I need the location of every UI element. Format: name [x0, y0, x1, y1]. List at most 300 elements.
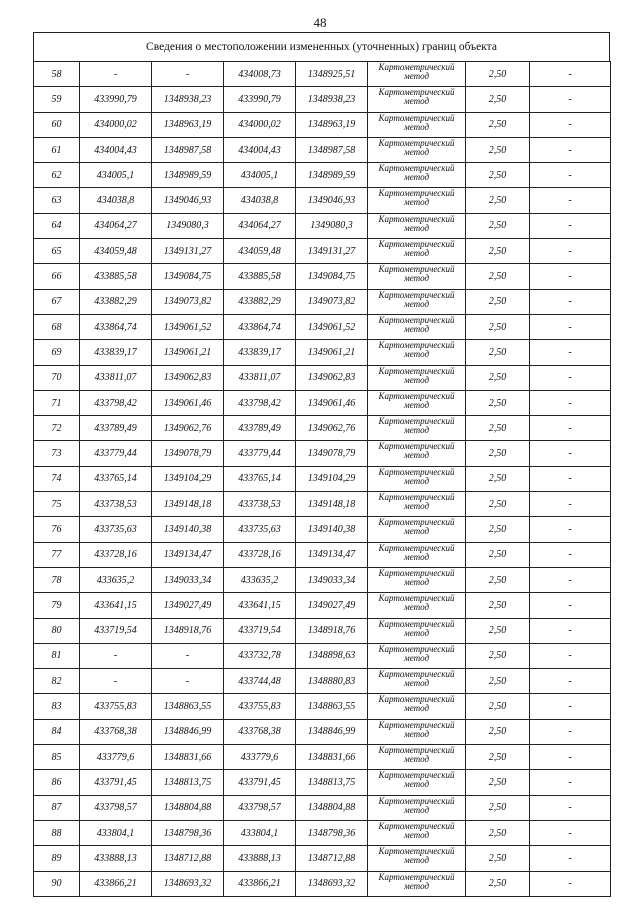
existing-x-cell: - [80, 62, 152, 87]
table-row [34, 719, 611, 744]
point-number-cell: 79 [34, 593, 80, 618]
note-cell: - [530, 542, 611, 567]
method-cell: Картометрический метод [368, 188, 466, 213]
new-x-cell: 434064,27 [224, 213, 296, 238]
existing-y-cell: 1348989,59 [152, 163, 224, 188]
accuracy-cell: 2,50 [466, 466, 530, 491]
point-number-cell: 88 [34, 820, 80, 845]
new-x-cell: 433839,17 [224, 340, 296, 365]
method-cell: Картометрический метод [368, 239, 466, 264]
note-cell: - [530, 466, 611, 491]
method-cell: Картометрический метод [368, 289, 466, 314]
new-x-cell: 433804,1 [224, 820, 296, 845]
method-cell: Картометрический метод [368, 365, 466, 390]
new-y-cell: 1348963,19 [296, 112, 368, 137]
table-row [34, 694, 611, 719]
table-title: Сведения о местоположении измененных (уточненных) границ объекта [33, 32, 610, 61]
note-cell: - [530, 314, 611, 339]
table-row [34, 239, 611, 264]
new-y-cell: 1348880,83 [296, 669, 368, 694]
note-cell: - [530, 264, 611, 289]
table-row [34, 441, 611, 466]
accuracy-cell: 2,50 [466, 820, 530, 845]
point-number-cell: 58 [34, 62, 80, 87]
existing-x-cell: 434005,1 [80, 163, 152, 188]
existing-y-cell: 1349061,46 [152, 390, 224, 415]
accuracy-cell: 2,50 [466, 745, 530, 770]
new-y-cell: 1349073,82 [296, 289, 368, 314]
existing-x-cell: 433765,14 [80, 466, 152, 491]
new-y-cell: 1349061,21 [296, 340, 368, 365]
accuracy-cell: 2,50 [466, 694, 530, 719]
note-cell: - [530, 441, 611, 466]
point-number-cell: 75 [34, 492, 80, 517]
note-cell: - [530, 163, 611, 188]
new-x-cell: 433732,78 [224, 643, 296, 668]
existing-x-cell: 434038,8 [80, 188, 152, 213]
note-cell: - [530, 137, 611, 162]
existing-y-cell: 1348712,88 [152, 846, 224, 871]
note-cell: - [530, 239, 611, 264]
point-number-cell: 60 [34, 112, 80, 137]
existing-x-cell: 433864,74 [80, 314, 152, 339]
table-row [34, 62, 611, 87]
existing-y-cell: 1348831,66 [152, 745, 224, 770]
table-row [34, 112, 611, 137]
table-row [34, 137, 611, 162]
existing-x-cell: 433990,79 [80, 87, 152, 112]
table-row [34, 593, 611, 618]
existing-x-cell: 433641,15 [80, 593, 152, 618]
existing-y-cell: - [152, 62, 224, 87]
existing-x-cell: 433768,38 [80, 719, 152, 744]
point-number-cell: 85 [34, 745, 80, 770]
new-x-cell: 433798,42 [224, 390, 296, 415]
note-cell: - [530, 340, 611, 365]
existing-x-cell: 433719,54 [80, 618, 152, 643]
method-cell: Картометрический метод [368, 593, 466, 618]
existing-y-cell: 1348798,36 [152, 820, 224, 845]
accuracy-cell: 2,50 [466, 314, 530, 339]
existing-y-cell: 1348693,32 [152, 871, 224, 896]
point-number-cell: 80 [34, 618, 80, 643]
table-row [34, 87, 611, 112]
accuracy-cell: 2,50 [466, 542, 530, 567]
existing-y-cell: 1348963,19 [152, 112, 224, 137]
method-cell: Картометрический метод [368, 719, 466, 744]
note-cell: - [530, 820, 611, 845]
table-row [34, 542, 611, 567]
existing-y-cell: 1349033,34 [152, 567, 224, 592]
new-y-cell: 1349046,93 [296, 188, 368, 213]
new-x-cell: 433641,15 [224, 593, 296, 618]
new-x-cell: 433779,6 [224, 745, 296, 770]
existing-x-cell: 434004,43 [80, 137, 152, 162]
method-cell: Картометрический метод [368, 567, 466, 592]
existing-y-cell: 1349046,93 [152, 188, 224, 213]
table-row [34, 820, 611, 845]
existing-y-cell: 1349062,83 [152, 365, 224, 390]
accuracy-cell: 2,50 [466, 239, 530, 264]
existing-x-cell: 433888,13 [80, 846, 152, 871]
note-cell: - [530, 694, 611, 719]
existing-y-cell: 1349061,52 [152, 314, 224, 339]
point-number-cell: 71 [34, 390, 80, 415]
accuracy-cell: 2,50 [466, 643, 530, 668]
accuracy-cell: 2,50 [466, 112, 530, 137]
existing-y-cell: 1349131,27 [152, 239, 224, 264]
coordinates-table [33, 61, 611, 897]
page-number: 48 [313, 15, 327, 30]
note-cell: - [530, 669, 611, 694]
new-y-cell: 1348798,36 [296, 820, 368, 845]
existing-y-cell: 1348846,99 [152, 719, 224, 744]
accuracy-cell: 2,50 [466, 492, 530, 517]
note-cell: - [530, 365, 611, 390]
existing-y-cell: 1348813,75 [152, 770, 224, 795]
new-x-cell: 433765,14 [224, 466, 296, 491]
existing-x-cell: 433755,83 [80, 694, 152, 719]
method-cell: Картометрический метод [368, 871, 466, 896]
accuracy-cell: 2,50 [466, 846, 530, 871]
point-number-cell: 73 [34, 441, 80, 466]
note-cell: - [530, 112, 611, 137]
method-cell: Картометрический метод [368, 643, 466, 668]
method-cell: Картометрический метод [368, 770, 466, 795]
new-y-cell: 1348693,32 [296, 871, 368, 896]
accuracy-cell: 2,50 [466, 770, 530, 795]
accuracy-cell: 2,50 [466, 188, 530, 213]
new-y-cell: 1348918,76 [296, 618, 368, 643]
new-x-cell: 433789,49 [224, 416, 296, 441]
note-cell: - [530, 871, 611, 896]
note-cell: - [530, 643, 611, 668]
method-cell: Картометрический метод [368, 846, 466, 871]
note-cell: - [530, 289, 611, 314]
new-y-cell: 1349148,18 [296, 492, 368, 517]
point-number-cell: 63 [34, 188, 80, 213]
new-y-cell: 1348938,23 [296, 87, 368, 112]
existing-x-cell: 433791,45 [80, 770, 152, 795]
table-row [34, 871, 611, 896]
accuracy-cell: 2,50 [466, 163, 530, 188]
new-x-cell: 433791,45 [224, 770, 296, 795]
point-number-cell: 68 [34, 314, 80, 339]
point-number-cell: 81 [34, 643, 80, 668]
table-row [34, 669, 611, 694]
note-cell: - [530, 593, 611, 618]
new-x-cell: 434005,1 [224, 163, 296, 188]
new-x-cell: 433811,07 [224, 365, 296, 390]
new-y-cell: 1348712,88 [296, 846, 368, 871]
accuracy-cell: 2,50 [466, 593, 530, 618]
table-row [34, 340, 611, 365]
table-row [34, 618, 611, 643]
new-x-cell: 433882,29 [224, 289, 296, 314]
table-row [34, 770, 611, 795]
new-y-cell: 1349078,79 [296, 441, 368, 466]
point-number-cell: 66 [34, 264, 80, 289]
method-cell: Картометрический метод [368, 795, 466, 820]
point-number-cell: 61 [34, 137, 80, 162]
existing-y-cell: 1349080,3 [152, 213, 224, 238]
new-x-cell: 434008,73 [224, 62, 296, 87]
point-number-cell: 64 [34, 213, 80, 238]
existing-x-cell: 433738,53 [80, 492, 152, 517]
existing-x-cell: 433839,17 [80, 340, 152, 365]
accuracy-cell: 2,50 [466, 669, 530, 694]
existing-y-cell: 1349062,76 [152, 416, 224, 441]
new-y-cell: 1349027,49 [296, 593, 368, 618]
table-row [34, 163, 611, 188]
new-x-cell: 433735,63 [224, 517, 296, 542]
method-cell: Картометрический метод [368, 264, 466, 289]
new-y-cell: 1349140,38 [296, 517, 368, 542]
table-row [34, 213, 611, 238]
method-cell: Картометрический метод [368, 390, 466, 415]
existing-y-cell: 1348987,58 [152, 137, 224, 162]
point-number-cell: 83 [34, 694, 80, 719]
table-row [34, 314, 611, 339]
existing-x-cell: 434059,48 [80, 239, 152, 264]
existing-y-cell: 1349078,79 [152, 441, 224, 466]
note-cell: - [530, 567, 611, 592]
existing-x-cell: 433811,07 [80, 365, 152, 390]
new-y-cell: 1349061,52 [296, 314, 368, 339]
new-y-cell: 1348898,63 [296, 643, 368, 668]
new-y-cell: 1348987,58 [296, 137, 368, 162]
accuracy-cell: 2,50 [466, 441, 530, 466]
existing-x-cell: 433789,49 [80, 416, 152, 441]
new-x-cell: 433888,13 [224, 846, 296, 871]
point-number-cell: 87 [34, 795, 80, 820]
method-cell: Картометрический метод [368, 87, 466, 112]
existing-x-cell: 433735,63 [80, 517, 152, 542]
existing-y-cell: - [152, 669, 224, 694]
accuracy-cell: 2,50 [466, 213, 530, 238]
new-y-cell: 1349062,83 [296, 365, 368, 390]
table-row [34, 517, 611, 542]
table-body [34, 62, 611, 897]
method-cell: Картометрический метод [368, 542, 466, 567]
existing-y-cell: 1348863,55 [152, 694, 224, 719]
existing-y-cell: 1349148,18 [152, 492, 224, 517]
note-cell: - [530, 846, 611, 871]
new-x-cell: 433779,44 [224, 441, 296, 466]
existing-y-cell: - [152, 643, 224, 668]
new-y-cell: 1348863,55 [296, 694, 368, 719]
note-cell: - [530, 618, 611, 643]
note-cell: - [530, 770, 611, 795]
table-row [34, 846, 611, 871]
new-x-cell: 433864,74 [224, 314, 296, 339]
existing-x-cell: 433798,57 [80, 795, 152, 820]
existing-y-cell: 1349073,82 [152, 289, 224, 314]
new-x-cell: 433744,48 [224, 669, 296, 694]
accuracy-cell: 2,50 [466, 795, 530, 820]
point-number-cell: 89 [34, 846, 80, 871]
existing-x-cell: 434064,27 [80, 213, 152, 238]
new-y-cell: 1349080,3 [296, 213, 368, 238]
existing-y-cell: 1349140,38 [152, 517, 224, 542]
method-cell: Картометрический метод [368, 137, 466, 162]
point-number-cell: 72 [34, 416, 80, 441]
note-cell: - [530, 213, 611, 238]
method-cell: Картометрический метод [368, 112, 466, 137]
method-cell: Картометрический метод [368, 669, 466, 694]
new-x-cell: 433635,2 [224, 567, 296, 592]
existing-x-cell: 433885,58 [80, 264, 152, 289]
accuracy-cell: 2,50 [466, 517, 530, 542]
accuracy-cell: 2,50 [466, 871, 530, 896]
point-number-cell: 78 [34, 567, 80, 592]
existing-y-cell: 1349027,49 [152, 593, 224, 618]
method-cell: Картометрический метод [368, 441, 466, 466]
table-row [34, 390, 611, 415]
existing-y-cell: 1348938,23 [152, 87, 224, 112]
note-cell: - [530, 188, 611, 213]
note-cell: - [530, 416, 611, 441]
method-cell: Картометрический метод [368, 618, 466, 643]
existing-x-cell: 433804,1 [80, 820, 152, 845]
new-y-cell: 1349084,75 [296, 264, 368, 289]
table-row [34, 416, 611, 441]
method-cell: Картометрический метод [368, 466, 466, 491]
point-number-cell: 74 [34, 466, 80, 491]
accuracy-cell: 2,50 [466, 416, 530, 441]
new-x-cell: 433885,58 [224, 264, 296, 289]
accuracy-cell: 2,50 [466, 264, 530, 289]
accuracy-cell: 2,50 [466, 340, 530, 365]
table-row [34, 567, 611, 592]
existing-y-cell: 1348804,88 [152, 795, 224, 820]
method-cell: Картометрический метод [368, 517, 466, 542]
note-cell: - [530, 62, 611, 87]
method-cell: Картометрический метод [368, 340, 466, 365]
existing-y-cell: 1349061,21 [152, 340, 224, 365]
method-cell: Картометрический метод [368, 820, 466, 845]
point-number-cell: 59 [34, 87, 80, 112]
method-cell: Картометрический метод [368, 213, 466, 238]
existing-x-cell: 433728,16 [80, 542, 152, 567]
point-number-cell: 84 [34, 719, 80, 744]
accuracy-cell: 2,50 [466, 137, 530, 162]
note-cell: - [530, 795, 611, 820]
point-number-cell: 67 [34, 289, 80, 314]
existing-y-cell: 1349084,75 [152, 264, 224, 289]
existing-x-cell: 433866,21 [80, 871, 152, 896]
new-y-cell: 1348804,88 [296, 795, 368, 820]
table-row [34, 264, 611, 289]
point-number-cell: 76 [34, 517, 80, 542]
table-row [34, 492, 611, 517]
new-x-cell: 433738,53 [224, 492, 296, 517]
new-y-cell: 1348831,66 [296, 745, 368, 770]
point-number-cell: 90 [34, 871, 80, 896]
accuracy-cell: 2,50 [466, 390, 530, 415]
accuracy-cell: 2,50 [466, 87, 530, 112]
existing-x-cell: - [80, 643, 152, 668]
method-cell: Картометрический метод [368, 163, 466, 188]
table-row [34, 188, 611, 213]
new-y-cell: 1348925,51 [296, 62, 368, 87]
existing-x-cell: 433779,44 [80, 441, 152, 466]
existing-x-cell: - [80, 669, 152, 694]
new-y-cell: 1348813,75 [296, 770, 368, 795]
new-x-cell: 433866,21 [224, 871, 296, 896]
new-x-cell: 433798,57 [224, 795, 296, 820]
existing-x-cell: 434000,02 [80, 112, 152, 137]
table-row [34, 466, 611, 491]
note-cell: - [530, 87, 611, 112]
table-row [34, 289, 611, 314]
table-row [34, 745, 611, 770]
new-x-cell: 433728,16 [224, 542, 296, 567]
new-x-cell: 433990,79 [224, 87, 296, 112]
accuracy-cell: 2,50 [466, 365, 530, 390]
existing-y-cell: 1349104,29 [152, 466, 224, 491]
existing-y-cell: 1348918,76 [152, 618, 224, 643]
new-y-cell: 1349033,34 [296, 567, 368, 592]
note-cell: - [530, 390, 611, 415]
note-cell: - [530, 745, 611, 770]
table-row [34, 643, 611, 668]
method-cell: Картометрический метод [368, 62, 466, 87]
note-cell: - [530, 719, 611, 744]
method-cell: Картометрический метод [368, 745, 466, 770]
existing-x-cell: 433779,6 [80, 745, 152, 770]
existing-x-cell: 433882,29 [80, 289, 152, 314]
new-y-cell: 1349061,46 [296, 390, 368, 415]
new-y-cell: 1349062,76 [296, 416, 368, 441]
new-x-cell: 433719,54 [224, 618, 296, 643]
point-number-cell: 82 [34, 669, 80, 694]
table-row [34, 365, 611, 390]
accuracy-cell: 2,50 [466, 618, 530, 643]
existing-x-cell: 433635,2 [80, 567, 152, 592]
existing-x-cell: 433798,42 [80, 390, 152, 415]
point-number-cell: 69 [34, 340, 80, 365]
accuracy-cell: 2,50 [466, 567, 530, 592]
new-y-cell: 1349131,27 [296, 239, 368, 264]
new-y-cell: 1348989,59 [296, 163, 368, 188]
table-row [34, 795, 611, 820]
point-number-cell: 77 [34, 542, 80, 567]
note-cell: - [530, 492, 611, 517]
point-number-cell: 86 [34, 770, 80, 795]
method-cell: Картометрический метод [368, 416, 466, 441]
new-x-cell: 433755,83 [224, 694, 296, 719]
note-cell: - [530, 517, 611, 542]
accuracy-cell: 2,50 [466, 289, 530, 314]
new-x-cell: 434059,48 [224, 239, 296, 264]
new-x-cell: 434038,8 [224, 188, 296, 213]
accuracy-cell: 2,50 [466, 62, 530, 87]
new-y-cell: 1349104,29 [296, 466, 368, 491]
accuracy-cell: 2,50 [466, 719, 530, 744]
new-y-cell: 1348846,99 [296, 719, 368, 744]
existing-y-cell: 1349134,47 [152, 542, 224, 567]
point-number-cell: 65 [34, 239, 80, 264]
point-number-cell: 70 [34, 365, 80, 390]
method-cell: Картометрический метод [368, 492, 466, 517]
method-cell: Картометрический метод [368, 694, 466, 719]
new-x-cell: 433768,38 [224, 719, 296, 744]
new-x-cell: 434000,02 [224, 112, 296, 137]
point-number-cell: 62 [34, 163, 80, 188]
new-x-cell: 434004,43 [224, 137, 296, 162]
method-cell: Картометрический метод [368, 314, 466, 339]
